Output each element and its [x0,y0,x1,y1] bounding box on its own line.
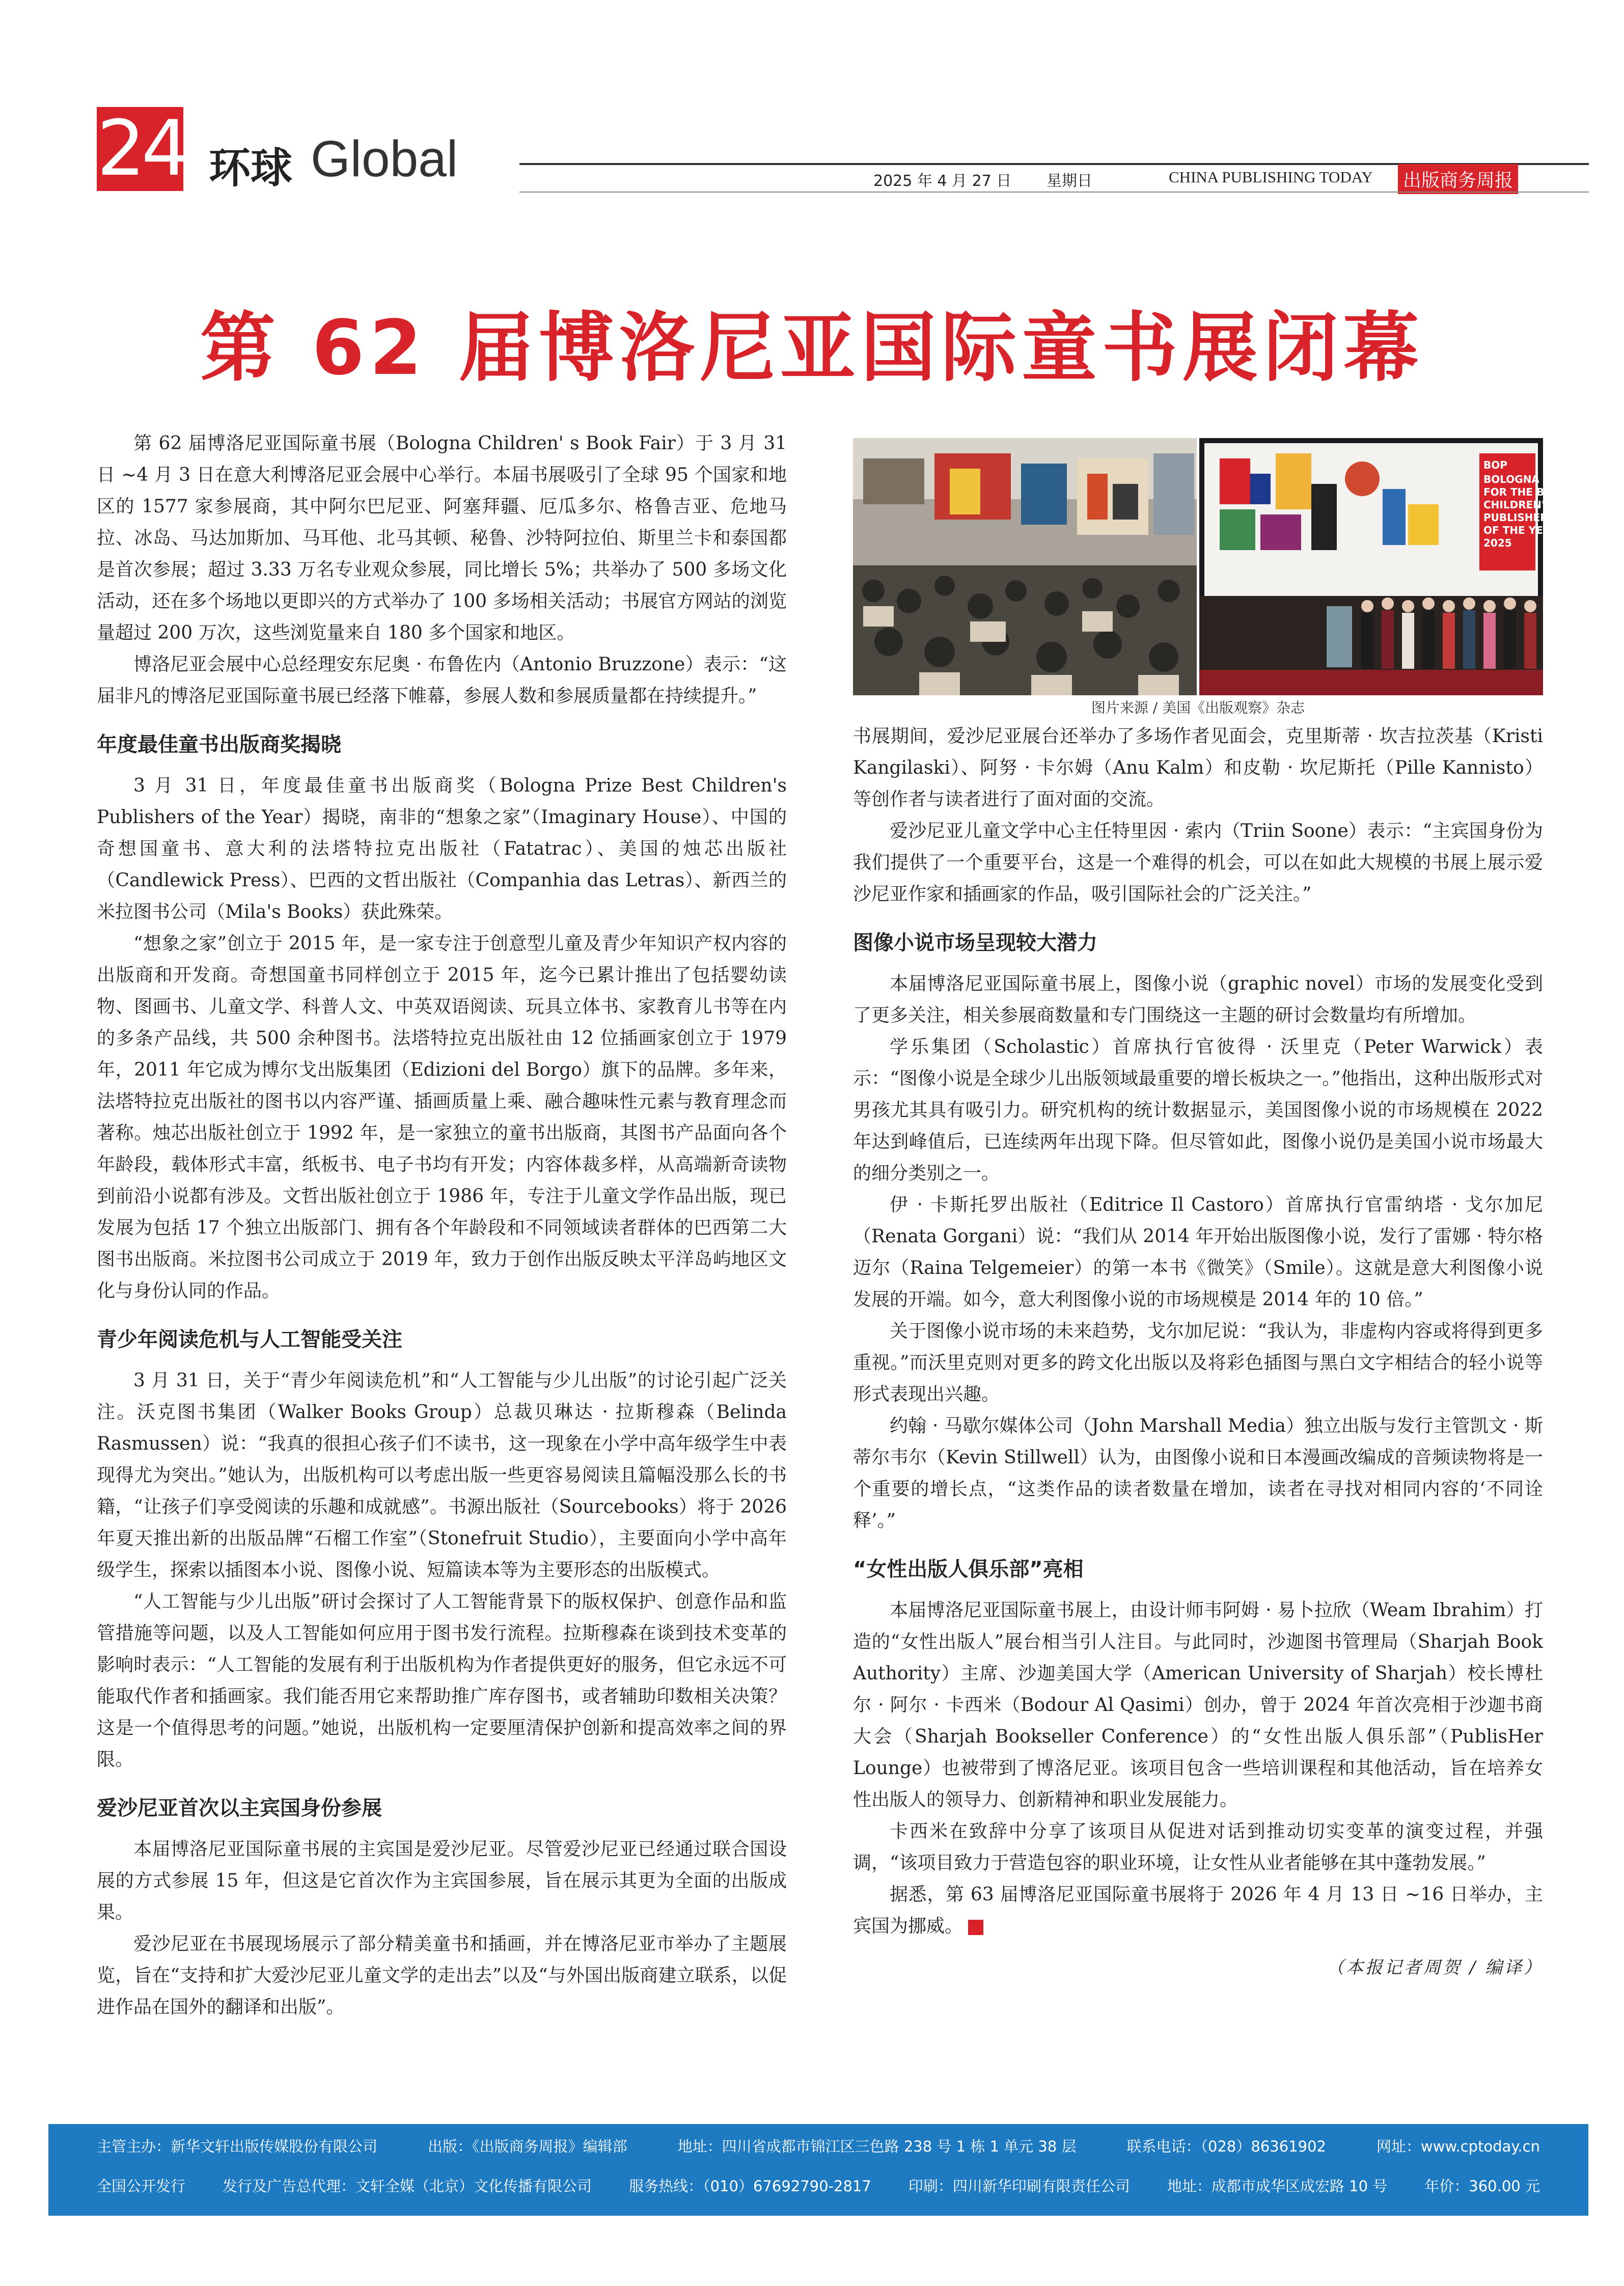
footer-website: 网址：www.cptoday.cn [1377,2138,1540,2155]
banner-text: BOP [1483,459,1507,471]
header-rule-lower [519,192,1589,193]
body-paragraph: 学乐集团（Scholastic）首席执行官彼得 · 沃里克（Peter Warwick）表示：“图像小说是全球少儿出版领域最重要的增长板块之一。”他指出，这种出版形式对男孩尤其具有吸引力。研究机构的统计数据显示，美国图像小说的市场规模在 2022 年达到峰值后，已连续两年出现下降。但尽管如此，图像小说仍是美国小说市场最大的细分类别之一。 [853,1037,1543,1184]
event-photo [853,438,1577,695]
footer-price: 年价：360.00 元 [1424,2178,1540,2195]
footer-sponsor: 主管主办：新华文轩出版传媒股份有限公司 [97,2138,378,2155]
footer-agent: 发行及广告总代理：文轩全媒（北京）文化传播有限公司 [223,2178,592,2195]
issue-date: 2025 年 4 月 27 日 [873,172,1012,190]
body-paragraph: 爱沙尼亚在书展现场展示了部分精美童书和插画，并在博洛尼亚市举办了主题展览，旨在“支持和扩大爱沙尼亚儿童文学的走出去”以及“与外国出版商建立联系，以促进作品在国外的翻译和出版”。 [97,1934,787,2018]
banner-text: PUBLISHERS [1483,511,1555,524]
page-footer [48,2124,1588,2216]
body-paragraph: 伊 · 卡斯托罗出版社（Editrice Il Castoro）首席执行官雷纳塔 · 戈尔加尼（Renata Gorgani）说：“我们从 2014 年开始出版图像小说，发行了雷娜 · 特尔格迈尔（Raina Telgemeier）的第一本书《微笑》（Smile）。这就是意大利图像小说发展的开端。如今，意大利图像小说的市场规模是 2014 年的 10 倍。” [853,1194,1543,1310]
subheading-graphic-novel: 图像小说市场呈现较大潜力 [853,931,1097,955]
section-title-cn: 环球 [209,144,293,193]
right-column [853,428,1577,1983]
body-paragraph: 卡西米在致辞中分享了该项目从促进对话到推动切实变革的演变过程，并强调，“该项目致力于营造包容的职业环境，让女性从业者能够在其中蓬勃发展。” [853,1821,1543,1873]
intro-paragraph: 博洛尼亚会展中心总经理安东尼奥 · 布鲁佐内（Antonio Bruzzone）表示：“这届非凡的博洛尼亚国际童书展已经落下帷幕，参展人数和参展质量都在持续提升。” [97,654,787,706]
footer-distribution: 全国公开发行 [97,2178,186,2195]
closing-paragraph [853,1879,1543,1942]
page-number: 24 [97,104,186,193]
body-paragraph: 本届博洛尼亚国际童书展上，由设计师韦阿姆 · 易卜拉欣（Weam Ibrahim）打造的“女性出版人”展台相当引人注目。与此同时，沙迦图书管理局（Sharjah Book Authority）主席、沙迦美国大学（American University of Sharjah）校长博杜尔 · 阿尔 · 卡西米（Bodour Al Qasimi）创办，曾于 2024 年首次亮相于沙迦书商大会（Sharjah Bookseller Conference）的“女性出版人俱乐部”（PublisHer Lounge）也被带到了博洛尼亚。该项目包含一些培训课程和其他活动，旨在培养女性出版人的领导力、创新精神和职业发展能力。 [853,1600,1543,1810]
footer-row [97,2175,1540,2196]
footer-address: 地址：四川省成都市锦江区三色路 238 号 1 栋 1 单元 38 层 [677,2138,1077,2155]
left-column [97,428,787,2023]
banner-text: OF THE YEAR [1483,524,1559,536]
banner-text: BOLOGNA PRIZE [1483,473,1577,485]
body-paragraph: 3 月 31 日，关于“青少年阅读危机”和“人工智能与少儿出版”的讨论引起广泛关注。沃克图书集团（Walker Books Group）总裁贝琳达 · 拉斯穆森（Belinda Rasmussen）说：“我真的很担心孩子们不读书，这一现象在小学中高年级学生中表现得尤为突出。”她认为，出版机构可以考虑出版一些更容易阅读且篇幅没那么长的书籍，“让孩子们享受阅读的乐趣和成就感”。书源出版社（Sourcebooks）将于 2026 年夏天推出新的出版品牌“石榴工作室”（Stonefruit Studio），主要面向小学中高年级学生，探索以插图本小说、图像小说、短篇读本等为主要形态的出版模式。 [97,1370,787,1581]
footer-printer-address: 地址：成都市成华区成宏路 10 号 [1167,2178,1388,2195]
footer-hotline: 服务热线：（010）67692790-2817 [629,2178,871,2195]
photo-caption: 图片来源 / 美国《出版观察》杂志 [1091,699,1305,716]
subheading-publisher-lounge: “女性出版人俱乐部”亮相 [853,1558,1084,1581]
article-headline: 第 62 届博洛尼亚国际童书展闭幕 [200,304,1424,392]
body-paragraph: 3 月 31 日，年度最佳童书出版商奖（Bologna Prize Best Children's Publishers of the Year）揭晓，南非的“想象之家”（Imaginary House）、中国的奇想国童书、意大利的法塔特拉克出版社（Fatatrac）、美国的烛芯出版社（Candlewick Press）、巴西的文哲出版社（Companhia das Letras）、新西兰的米拉图书公司（Mila's Books）获此殊荣。 [97,775,787,922]
body-paragraph: 爱沙尼亚儿童文学中心主任特里因 · 索内（Triin Soone）表示：“主宾国身份为我们提供了一个重要平台，这是一个难得的机会，可以在如此大规模的书展上展示爱沙尼亚作家和插画家的作品，吸引国际社会的广泛关注。” [853,821,1543,905]
subheading-reading-ai: 青少年阅读危机与人工智能受关注 [97,1328,402,1351]
banner-text: FOR THE BEST [1483,486,1565,498]
closing-text: 据悉，第 63 届博洛尼亚国际童书展将于 2026 年 4 月 13 日 ~16 日举办，主宾国为挪威。 [853,1884,1543,1937]
banner-text: CHILDREN'S [1483,499,1552,511]
page-header [0,0,1624,194]
subheading-estonia: 爱沙尼亚首次以主宾国身份参展 [97,1797,382,1820]
body-paragraph: “想象之家”创立于 2015 年，是一家专注于创意型儿童及青少年知识产权内容的出版商和开发商。奇想国童书同样创立于 2015 年，迄今已累计推出了包括婴幼读物、图画书、儿童文学、科普人文、中英双语阅读、玩具立体书、家教育儿书等在内的多条产品线，共 500 余种图书。法塔特拉克出版社由 12 位插画家创立于 1979 年，2011 年它成为博尔戈出版集团（Edizioni del Borgo）旗下的品牌。多年来，法塔特拉克出版社的图书以内容严谨、插画质量上乘、融合趣味性元素与教育理念而著称。烛芯出版社创立于 1992 年，是一家独立的童书出版商，其图书产品面向各个年龄段，载体形式丰富，纸板书、电子书均有开发；内容体裁多样，从高端新奇读物到前沿小说都有涉及。文哲出版社创立于 1986 年，专注于儿童文学作品出版，现已发展为包括 17 个独立出版部门、拥有各个年龄段和不同领域读者群体的巴西第二大图书出版商。米拉图书公司成立于 2019 年，致力于创作出版反映太平洋岛屿地区文化与身份认同的作品。 [97,933,787,1301]
photo-graphic [853,438,1577,695]
body-paragraph: 本届博洛尼亚国际童书展的主宾国是爱沙尼亚。尽管爱沙尼亚已经通过联合国设展的方式参展 15 年，但这是它首次作为主宾国参展，旨在展示其更为全面的出版成果。 [97,1839,787,1923]
body-paragraph: 书展期间，爱沙尼亚展台还举办了多场作者见面会，克里斯蒂 · 坎吉拉茨基（Kristi Kangilaski）、阿努 · 卡尔姆（Anu Kalm）和皮勒 · 坎尼斯托（Pille Kannisto）等创作者与读者进行了面对面的交流。 [853,726,1543,810]
body-paragraph: 关于图像小说市场的未来趋势，戈尔加尼说：“我认为，非虚构内容或将得到更多重视。”而沃里克则对更多的跨文化出版以及将彩色插图与黑白文字相结合的轻小说等形式表现出兴趣。 [853,1321,1543,1405]
footer-printer: 印刷：四川新华印刷有限责任公司 [908,2178,1130,2195]
intro-paragraph: 第 62 届博洛尼亚国际童书展（Bologna Children' s Book Fair）于 3 月 31 日 ~4 月 3 日在意大利博洛尼亚会展中心举行。本届书展吸引了全球 95 个国家和地区的 1577 家参展商，其中阿尔巴尼亚、阿塞拜疆、厄瓜多尔、格鲁吉亚、危地马拉、冰岛、马达加斯加、马耳他、北马其顿、秘鲁、沙特阿拉伯、斯里兰卡和泰国都是首次参展；超过 3.33 万名专业观众参展，同比增长 5%；共举办了 500 多场文化活动，还在多个场地以更即兴的方式举办了 100 多场相关活动；书展官方网站的浏览量超过 200 万次，这些浏览量来自 180 多个国家和地区。 [97,433,787,643]
byline: （本报记者周贺 / 编译） [1326,1957,1543,1978]
issue-weekday: 星期日 [1047,172,1092,190]
section-title-en: Global [311,130,458,187]
paper-name-en: CHINA PUBLISHING TODAY [1169,168,1373,186]
body-paragraph: “人工智能与少儿出版”研讨会探讨了人工智能背景下的版权保护、创意作品和监管措施等问题，以及人工智能如何应用于图书发行流程。拉斯穆森在谈到技术变革的影响时表示：“人工智能的发展有利于出版机构为作者提供更好的服务，但它永远不可能取代作者和插画家。我们能否用它来帮助推广库存图书，或者辅助印数相关决策？这是一个值得思考的问题。”她说，出版机构一定要厘清保护创新和提高效率之间的界限。 [97,1591,787,1770]
end-mark-icon: E [968,1920,983,1935]
footer-row [97,2135,1540,2156]
body-paragraph: 本届博洛尼亚国际童书展上，图像小说（graphic novel）市场的发展变化受到了更多关注，相关参展商数量和专门围绕这一主题的研讨会数量均有所增加。 [853,973,1543,1026]
body-paragraph: 约翰 · 马歇尔媒体公司（John Marshall Media）独立出版与发行主管凯文 · 斯蒂尔韦尔（Kevin Stillwell）认为，由图像小说和日本漫画改编成的音频读物将是一个重要的增长点，“这类作品的读者数量在增加，读者在寻找对相同内容的‘不同诠释’。” [853,1416,1543,1531]
footer-publisher: 出版：《出版商务周报》编辑部 [428,2138,627,2155]
footer-phone: 联系电话：（028）86361902 [1126,2138,1326,2155]
subheading-prize: 年度最佳童书出版商奖揭晓 [97,733,341,756]
paper-name-cn: 出版商务周报 [1398,164,1518,194]
banner-text: 2025 [1483,537,1512,549]
